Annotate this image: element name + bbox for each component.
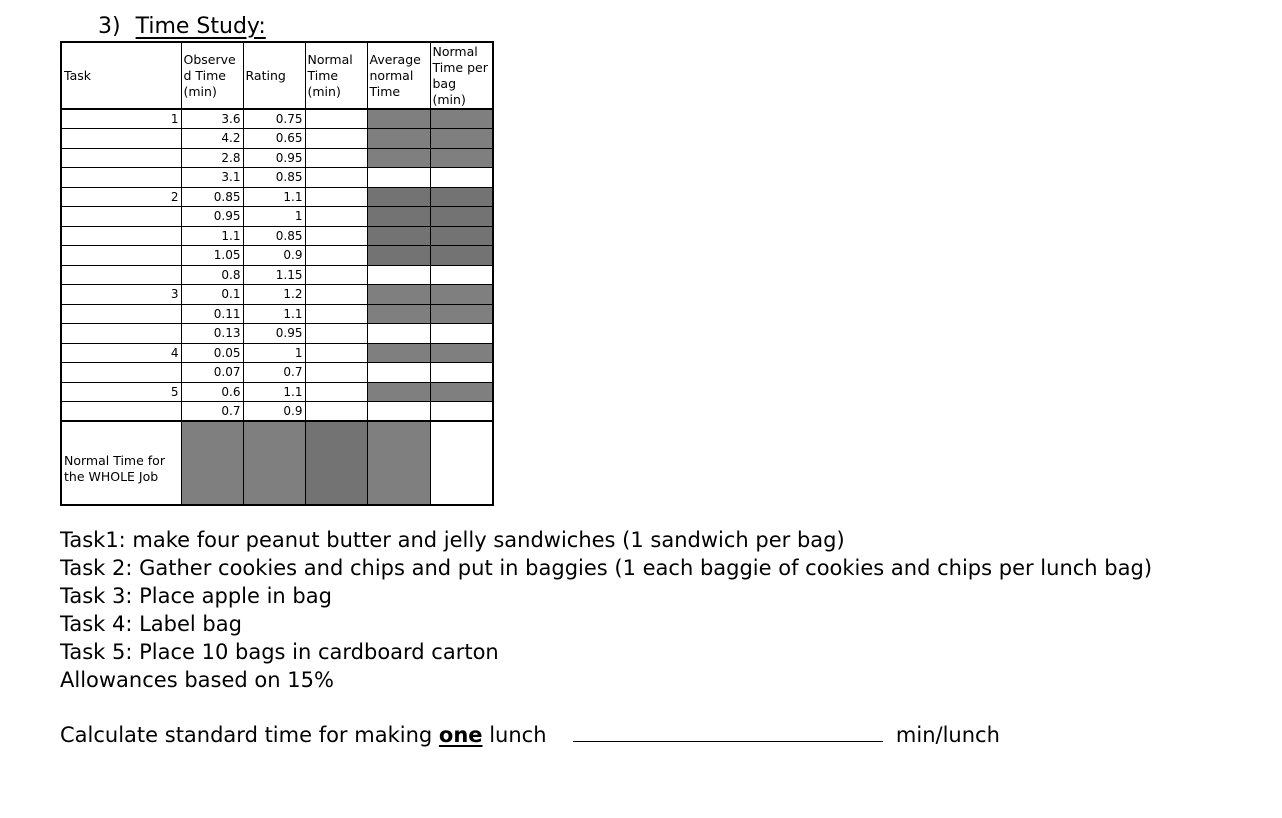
normal-time-cell[interactable]: [305, 363, 367, 383]
observed-time-cell: 3.1: [181, 168, 243, 188]
rating-cell: 0.85: [243, 226, 305, 246]
task-number-cell: [61, 402, 181, 422]
allowance-line: Allowances based on 15%: [60, 668, 334, 692]
header-rating: Rating: [243, 42, 305, 109]
time-study-table: [60, 41, 494, 506]
normal-time-cell[interactable]: [305, 148, 367, 168]
task-number-cell: [61, 129, 181, 149]
rating-cell: 0.85: [243, 168, 305, 188]
table-row: [61, 285, 493, 305]
section-heading: [98, 14, 266, 39]
header-task: Task: [61, 42, 181, 109]
header-normal-time: Normal Time (min): [305, 42, 367, 109]
observed-time-cell: 1.1: [181, 226, 243, 246]
total-rating-cell: [243, 421, 305, 505]
normal-time-per-bag-cell: [430, 109, 493, 129]
observed-time-cell: 1.05: [181, 246, 243, 266]
normal-time-per-bag-cell: [430, 226, 493, 246]
rating-cell: 0.65: [243, 129, 305, 149]
task-number-cell: [61, 246, 181, 266]
table-row: [61, 363, 493, 383]
average-normal-time-cell[interactable]: [367, 168, 430, 188]
task-number-cell: [61, 226, 181, 246]
rating-cell: 1.1: [243, 187, 305, 207]
normal-time-per-bag-cell: [430, 246, 493, 266]
rating-cell: 1: [243, 207, 305, 227]
header-average-normal-time: Average normal Time: [367, 42, 430, 109]
table-row: [61, 129, 493, 149]
normal-time-cell[interactable]: [305, 187, 367, 207]
observed-time-cell: 2.8: [181, 148, 243, 168]
normal-time-per-bag-cell[interactable]: [430, 265, 493, 285]
task-line: Task 3: Place apple in bag: [60, 584, 332, 608]
average-normal-time-cell: [367, 207, 430, 227]
normal-time-per-bag-cell: [430, 148, 493, 168]
task-number-cell: [61, 304, 181, 324]
observed-time-cell: 0.8: [181, 265, 243, 285]
observed-time-cell: 0.6: [181, 382, 243, 402]
average-normal-time-cell: [367, 226, 430, 246]
task-number-cell: [61, 148, 181, 168]
observed-time-cell: 0.13: [181, 324, 243, 344]
rating-cell: 1.15: [243, 265, 305, 285]
rating-cell: 0.95: [243, 324, 305, 344]
average-normal-time-cell: [367, 187, 430, 207]
header-observed-time: Observe d Time (min): [181, 42, 243, 109]
observed-time-cell: 0.95: [181, 207, 243, 227]
task-line: Task1: make four peanut butter and jelly sandwiches (1 sandwich per bag): [60, 528, 845, 552]
normal-time-cell[interactable]: [305, 382, 367, 402]
task-number-cell: [61, 168, 181, 188]
task-number-cell: [61, 207, 181, 227]
calculation-prompt: [60, 719, 1000, 749]
table-row: [61, 187, 493, 207]
task-line: Task 4: Label bag: [60, 612, 242, 636]
table-row: [61, 246, 493, 266]
average-normal-time-cell: [367, 129, 430, 149]
rating-cell: 0.9: [243, 246, 305, 266]
task-number-cell: [61, 324, 181, 344]
normal-time-cell[interactable]: [305, 343, 367, 363]
observed-time-cell: 0.11: [181, 304, 243, 324]
normal-time-cell[interactable]: [305, 226, 367, 246]
observed-time-cell: 4.2: [181, 129, 243, 149]
total-normal-cell: [305, 421, 367, 505]
rating-cell: 0.9: [243, 402, 305, 422]
observed-time-cell: 0.1: [181, 285, 243, 305]
header-normal-time-per-bag: Normal Time per bag (min): [430, 42, 493, 109]
total-average-cell: [367, 421, 430, 505]
table-row: [61, 382, 493, 402]
table-row: [61, 265, 493, 285]
calc-unit: min/lunch: [895, 723, 1000, 747]
table-row: [61, 168, 493, 188]
task-descriptions: [60, 526, 1152, 694]
task-line: Task 5: Place 10 bags in cardboard carton: [60, 640, 499, 664]
observed-time-cell: 0.05: [181, 343, 243, 363]
average-normal-time-cell: [367, 382, 430, 402]
section-number: 3): [98, 14, 121, 39]
section-title: Time Study:: [135, 14, 266, 39]
table-row: [61, 109, 493, 129]
rating-cell: 1.1: [243, 382, 305, 402]
average-normal-time-cell: [367, 343, 430, 363]
calc-suffix: lunch: [489, 723, 547, 747]
normal-time-per-bag-cell[interactable]: [430, 402, 493, 422]
normal-time-cell[interactable]: [305, 129, 367, 149]
total-row: [61, 421, 493, 505]
normal-time-cell[interactable]: [305, 402, 367, 422]
calc-emphasis: one: [438, 723, 483, 747]
rating-cell: 1.1: [243, 304, 305, 324]
rating-cell: 0.75: [243, 109, 305, 129]
average-normal-time-cell[interactable]: [367, 402, 430, 422]
table-row: [61, 304, 493, 324]
normal-time-cell[interactable]: [305, 109, 367, 129]
normal-time-per-bag-cell: [430, 382, 493, 402]
task-number-cell: [61, 363, 181, 383]
total-label: Normal Time for the WHOLE Job: [61, 421, 181, 505]
normal-time-per-bag-cell: [430, 207, 493, 227]
observed-time-cell: 0.7: [181, 402, 243, 422]
rating-cell: 1.2: [243, 285, 305, 305]
normal-time-per-bag-cell: [430, 343, 493, 363]
task-line: Task 2: Gather cookies and chips and put in baggies (1 each baggie of cookies and chips per lunch bag): [60, 556, 1153, 580]
normal-time-cell[interactable]: [305, 265, 367, 285]
task-number-cell: 3: [61, 285, 181, 305]
answer-blank[interactable]: [573, 719, 883, 742]
table-row: [61, 324, 493, 344]
normal-time-cell[interactable]: [305, 246, 367, 266]
rating-cell: 1: [243, 343, 305, 363]
normal-time-cell[interactable]: [305, 304, 367, 324]
calc-prefix: Calculate standard time for making: [60, 723, 433, 747]
average-normal-time-cell[interactable]: [367, 265, 430, 285]
rating-cell: 0.95: [243, 148, 305, 168]
task-number-cell: 1: [61, 109, 181, 129]
normal-time-per-bag-cell[interactable]: [430, 324, 493, 344]
normal-time-per-bag-cell: [430, 285, 493, 305]
average-normal-time-cell: [367, 148, 430, 168]
task-number-cell: 4: [61, 343, 181, 363]
rating-cell: 0.7: [243, 363, 305, 383]
task-number-cell: 5: [61, 382, 181, 402]
table-header-row: [61, 42, 493, 109]
table-row: [61, 402, 493, 422]
normal-time-per-bag-cell: [430, 304, 493, 324]
table-row: [61, 207, 493, 227]
average-normal-time-cell[interactable]: [367, 324, 430, 344]
normal-time-per-bag-cell: [430, 129, 493, 149]
table-row: [61, 343, 493, 363]
table-row: [61, 148, 493, 168]
observed-time-cell: 0.07: [181, 363, 243, 383]
observed-time-cell: 0.85: [181, 187, 243, 207]
normal-time-per-bag-cell[interactable]: [430, 363, 493, 383]
normal-time-cell[interactable]: [305, 168, 367, 188]
table-row: [61, 226, 493, 246]
average-normal-time-cell[interactable]: [367, 363, 430, 383]
average-normal-time-cell: [367, 246, 430, 266]
total-observed-cell: [181, 421, 243, 505]
average-normal-time-cell: [367, 304, 430, 324]
total-per-bag-cell[interactable]: [430, 421, 493, 505]
average-normal-time-cell: [367, 285, 430, 305]
normal-time-per-bag-cell[interactable]: [430, 168, 493, 188]
average-normal-time-cell: [367, 109, 430, 129]
task-number-cell: 2: [61, 187, 181, 207]
observed-time-cell: 3.6: [181, 109, 243, 129]
normal-time-cell[interactable]: [305, 207, 367, 227]
normal-time-cell[interactable]: [305, 324, 367, 344]
normal-time-per-bag-cell: [430, 187, 493, 207]
normal-time-cell[interactable]: [305, 285, 367, 305]
task-number-cell: [61, 265, 181, 285]
